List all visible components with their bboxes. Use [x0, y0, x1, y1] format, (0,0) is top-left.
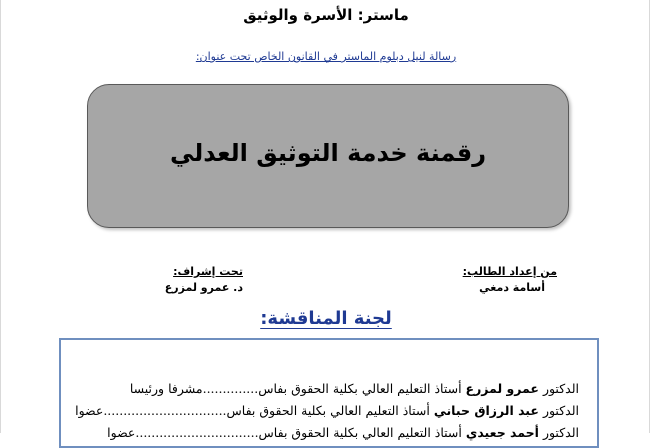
member-name: عمرو لمزرع: [465, 381, 539, 396]
thesis-subtitle: رسالة لنيل دبلوم الماستر في القانون الخاص تحت عنوان:: [195, 50, 457, 63]
thesis-title: رقمنة خدمة التوثيق العدلي: [169, 139, 487, 167]
member-description: أستاذ التعليم العالي بكلية الحقوق بفاس: [258, 381, 462, 396]
supervisor-name: د. عمرو لمزرع: [164, 281, 243, 294]
member-prefix: الدكتور: [542, 425, 579, 440]
member-prefix: الدكتور: [542, 403, 579, 418]
student-label: من إعداد الطالب:: [462, 265, 557, 278]
member-description: أستاذ التعليم العالي بكلية الحقوق بفاس: [226, 403, 430, 418]
member-name: عبد الرزاق حباني: [433, 403, 539, 418]
member-description: أستاذ التعليم العالي بكلية الحقوق بفاس: [258, 425, 462, 440]
committee-box: [59, 338, 599, 448]
member-prefix: الدكتور: [542, 381, 579, 396]
member-role: ...............................عضوا: [75, 403, 227, 418]
thesis-title-box: [87, 84, 569, 228]
member-role: ..............مشرفا ورئيسا: [129, 381, 259, 396]
supervisor-label: تحت إشراف:: [173, 265, 243, 278]
member-name: أحمد جعيدي: [465, 425, 539, 440]
committee-member: [67, 381, 579, 396]
committee-member: [67, 403, 579, 418]
master-program-heading: ماستر: الأسرة والوثيق: [243, 6, 409, 24]
member-role: ...............................عضوا: [107, 425, 259, 440]
committee-title: لجنة المناقشة:: [260, 308, 392, 329]
student-name: أسامة دمغي: [479, 281, 545, 294]
